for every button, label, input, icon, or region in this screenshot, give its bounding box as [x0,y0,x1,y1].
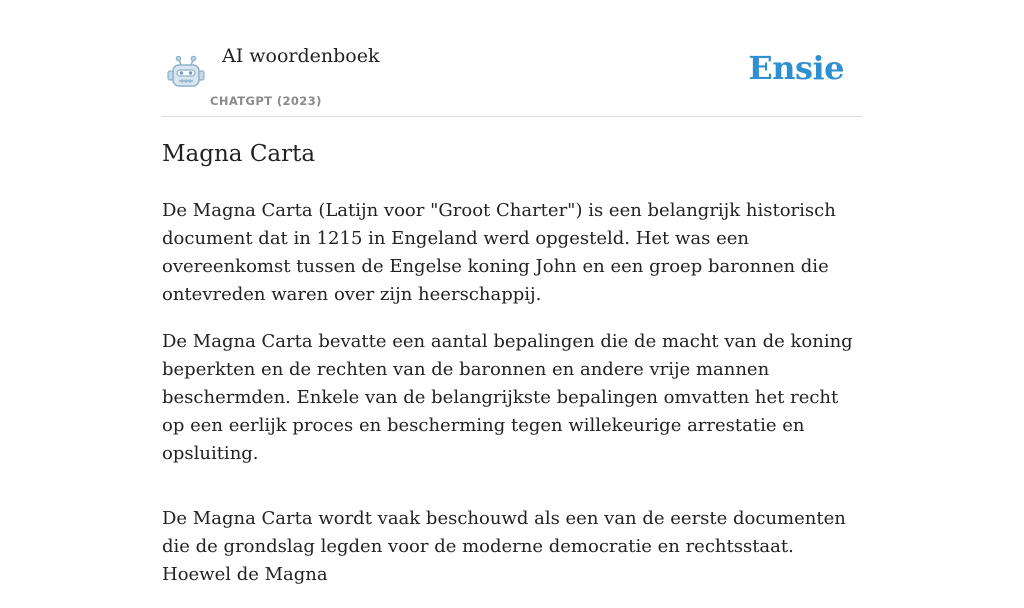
robot-icon [166,52,206,90]
article-paragraph: De Magna Carta (Latijn voor "Groot Charter") is een belangrijk historisch document dat in 1215 in Engeland werd opgesteld. Het was een overeenkomst tussen de Engelse koning John en een groep baronnen die ontevreden waren over zijn heerschappij. [162,200,836,305]
source-title: AI woordenboek [222,45,380,67]
article-paragraph: De Magna Carta bevatte een aantal bepalingen die de macht van de koning beperkten en de rechten van de baronnen en andere vrije mannen beschermden. Enkele van de belangrijkste bepalingen omvatten het recht op een eerlijk proces en bescherming tegen willekeurige arrestatie en opsluiting. [162,331,853,464]
brand-logo[interactable]: Ensie [748,49,844,87]
article-title: Magna Carta [162,141,316,167]
source-subtitle: CHATGPT (2023) [210,94,322,108]
article [162,138,864,608]
page-header [162,0,862,117]
article-paragraph: De Magna Carta wordt vaak beschouwd als een van de eerste documenten die de grondslag legden voor de moderne democratie en rechtsstaat. Hoewel de Magna [162,508,846,585]
